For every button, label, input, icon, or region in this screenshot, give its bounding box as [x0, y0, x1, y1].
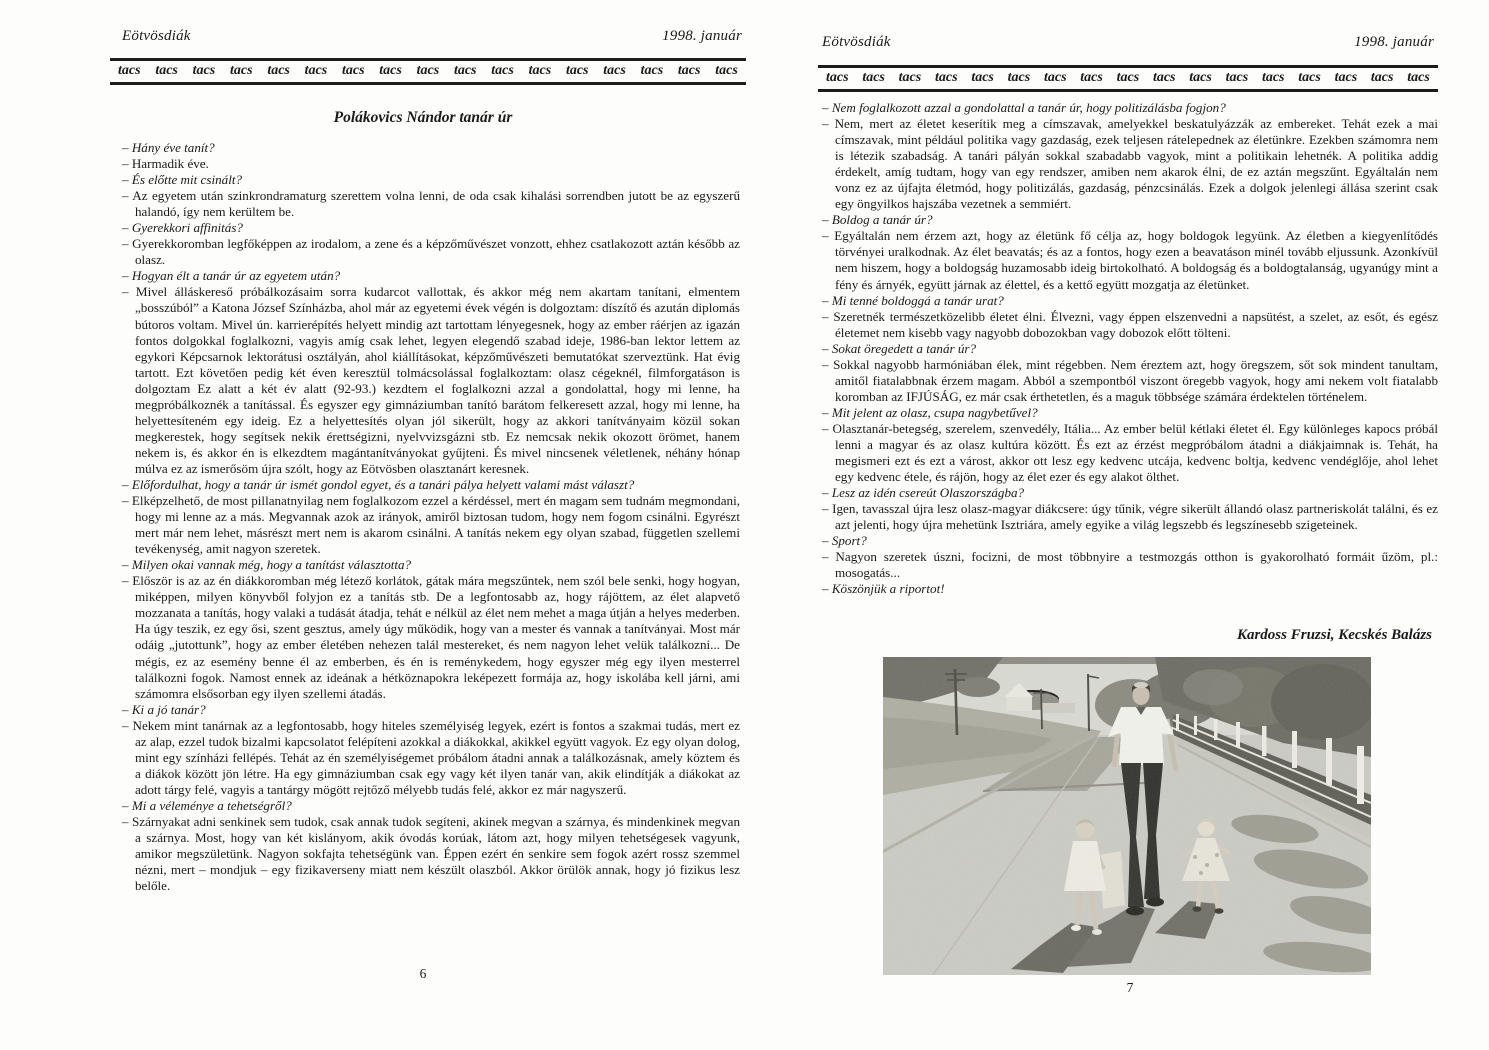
tacs-word: tacs [1007, 70, 1031, 85]
tacs-word: tacs [1043, 70, 1067, 85]
page-number: 6 [419, 966, 427, 981]
interview-question: – Boldog a tanár úr? [822, 212, 933, 228]
photo-man-with-children [883, 657, 1371, 975]
tacs-word: tacs [715, 63, 738, 78]
interview-question: – Milyen okai vannak még, hogy a tanítást választotta? [122, 557, 412, 573]
interview-answer: – Először is az az én diákkoromban még létező korlátok, gátak mára megszűntek, nem szól bele senki, hogy hogyan, miképpen, milyen könyvből folyjon ez a tanítás stb. De a legfontosabb az, hogy rájöttem, az élet alapvető mozzanata a tanítás, hogy valaki a tudását átadja, tehát e nélkül az élet nem mehet a maga útján a helyes mederben. Ha úgy teszik, ez egy ősi, szent gesztus, amely úgy működik, hogy van a mester és vannak a tanítványai. Most már odáig „jutottunk”, hogy az ember életében nehezen talál mestereket, és nem nagyon lehet velük találkozni... De mégis, ez az esemény benne él az emberben, és én is reménykedem, hogy egyszer még egy ilyen mesterrel találkozni fogok. Namost ennek az ideának a hétköznapokra leképezett formája az, hogy iskolába kell járni, ami számomra elsősorban egy ilyen szellemi átadás. [122, 573, 740, 701]
tacs-word: tacs [267, 63, 290, 78]
interview-question: – Mi tenné boldoggá a tanár urat? [822, 292, 1004, 308]
interview-answer: – Egyáltalán nem érzem azt, hogy az életünk fő célja az, hogy boldogok legyünk. Az életben a kiegyenlítődés törvényei uralkodnak. Az élet beavatás; és az a fontos, hogy ezen a beavatáson minél tovább eljussunk. Azonkívül nem hiszem, hogy a boldogság huzamosabb ideig birtokolható. A boldogság és a boldogtalanság, ugyanúgy mint a fény és árnyék, együtt járnak az élettel, és a kettő együtt mozgatja az életünket. [822, 228, 1438, 292]
interview-question: – Köszönjük a riportot! [822, 581, 945, 597]
tacs-word: tacs [1225, 70, 1249, 85]
issue-date: 1998. január [662, 28, 742, 44]
interview-question: – Gyerekkori affinitás? [122, 220, 243, 236]
interview-column-left [122, 140, 740, 894]
tacs-word: tacs [192, 63, 216, 78]
photo-grain [883, 657, 1371, 975]
tacs-word: tacs [229, 63, 253, 78]
interview-question: – Hogyan élt a tanár úr az egyetem után? [122, 268, 341, 284]
issue-date: 1998. január [1354, 34, 1434, 50]
interview-answer: – Nem, mert az életet keserítik meg a címszavak, amelyekkel beskatulyázzák az embereket. Tehát ezek a mai címszavak, mint például politika vagy gazdaság, ezek teljesen rátelepednek az életünkre. Ezekben számomra nem is létezik szabadság. A tanári pályán sokkal szabadabb vagyok, mint a politikain lehetnék. A politika addig érdekelt, amíg tudtam, hogy van egy rendszer, amiben nem akarok élni, de ez aztán megszűnt. Egyáltalán nem vonz ez az újfajta életmód, hogy politizálás, gazdaság, pénzcsinálás. Ezek a dolgok jelenlegi állása szerint csak egy öngyilkos hajszába vezetnek a semmiért. [822, 116, 1438, 212]
interview-answer: – Az egyetem után szinkrondramaturg szerettem volna lenni, de oda csak kihalási sorrendben jutott be az egyszerű halandó, így nem kerültem be. [122, 188, 740, 220]
tacs-word: tacs [453, 63, 477, 78]
interview-question: – Lesz az idén csereút Olaszországba? [822, 485, 1025, 501]
tacs-word: tacs [1189, 70, 1212, 85]
interview-answer: – Nagyon szeretek úszni, focizni, de most többnyire a testmozgás otthon is gyakorolható formáit űzöm, pl.: mosogatás... [822, 549, 1438, 581]
masthead [822, 34, 1434, 51]
byline: Kardoss Fruzsi, Kecskés Balázs [1236, 627, 1432, 643]
masthead [122, 28, 742, 45]
interview-question: – Ki a jó tanár? [122, 701, 206, 717]
tacs-word: tacs [1407, 70, 1430, 85]
interview-answer: – Olasztanár-betegség, szerelem, szenvedély, Itália... Az ember belül kétlaki életet él. Egy különleges kapocs próbál lenni a magyar és az olasz kultúra között. És ezt az érzést megpróbálom átadni a diákjaimnak is. Tehát, ha megismeri ezt és ezt a várost, akkor ott lesz egy kedvenc utcája, kedvenc boltja, kedvenc vendéglője, ahol lehet egy kedvenc étele, és rájön, hogy az élet ezer és egy alakot ölthet. [822, 420, 1438, 485]
tacs-band [818, 65, 1438, 92]
tacs-word: tacs [603, 63, 626, 78]
interview-answer: – Szárnyakat adni senkinek sem tudok, csak annak tudok segíteni, akinek megvan a szárnya, és mindenkinek megvan a szárnya. Most, hogy van két kislányom, akik óvodás korúak, látom azt, hogy milyen tehetségesek vagyunk, amikor megszületünk. Nagyon sokfajta tehetségünk van. Éppen ezért én senkire sem fogok azért rossz szemmel nézni, mert – mondjuk – egy fizikaverseny miatt nem készült olaszból. Akkor örülök annak, hogy jó fizikus lesz belőle. [122, 813, 740, 894]
tacs-word: tacs [379, 63, 402, 78]
interview-answer: – Gyerekkoromban legfőképpen az irodalom, a zene és a képzőművészet vonzott, ehhez csatlakozott aztán később az olasz. [122, 236, 740, 268]
interview-answer: – Mivel álláskereső próbálkozásaim sorra kudarcot vallottak, és akkor még nem akartam tanítani, elmentem „bosszúból” a Katona József Színházba, ahol már az egyetemi évek végén is dolgoztam: díszítő és azután diplomás bútoros voltam. Mivel ún. karrierépítés helyett mindig azt tartottam lényegesnek, hogy az ember ráérjen az igazán fontos dolgokkal foglalkozni, vagyis amíg csak lehet, legyen elegendő szabad ideje, 1986-ban lektor lettem az egykori Képcsarnok lektorátusi osztályán, ahol kiállításokat, képzőművészeti bemutatókat szerveztünk. Hat évig tartott. Ezt követően pedig két éven keresztül tolmácsolással foglalkoztam: olasz cégeknél, filmforgatáson is dolgoztam Ez alatt a két év alatt (92-93.) kezdtem el foglalkozni azzal a gondolattal, hogy mi lenne, ha megpróbálkoznék a tanítással. És egyszer egy gimnáziumban tanító barátom felkeresett azzal, hogy mi lenne, ha helyettesíteném egy ideig. Ez a helyettesítés olyan jól sikerült, hogy az akkori tanítványaim közül sokan megkerestek, hogy segítsek nekik érettségizni, nyelvvizsgázni stb. Ez nemcsak nekik okozott örömet, hanem nekem is, és akkor én is elkezdtem magántanítványokat gyűjteni. És mivel nincsenek véletlenek, néhány hónap múlva ez az ismerősöm újra szólt, hogy az Eötvösben olasztanárt keresnek. [122, 284, 740, 476]
tacs-word: tacs [1261, 70, 1285, 85]
tacs-word: tacs [898, 70, 922, 85]
photo-illustration [883, 657, 1371, 975]
tacs-word: tacs [155, 63, 178, 78]
interview-question: – Mit jelent az olasz, csupa nagybetűvel? [822, 404, 1038, 420]
interview-answer: – Sokkal nagyobb harmóniában élek, mint régebben. Nem éreztem azt, hogy öregszem, sőt sok mindent tanultam, amitől fiatalabbnak érzem magam. Abból a szempontból viszont öregebb vagyok, hogy ami nekem volt fiatalabb koromban az IFJÚSÁG, ez már csak érthetetlen, és a maguk többsége számára érdektelen történelem. [822, 356, 1438, 404]
tacs-word: tacs [826, 70, 849, 85]
tacs-word: tacs [1080, 70, 1103, 85]
magazine-title: Eötvösdiák [822, 34, 891, 50]
tacs-word: tacs [934, 70, 958, 85]
tacs-word: tacs [528, 63, 552, 78]
interview-question: – Mi a véleménye a tehetségről? [122, 797, 292, 813]
tacs-word: tacs [416, 63, 440, 78]
page-left [96, 0, 750, 1050]
tacs-word: tacs [304, 63, 328, 78]
tacs-word: tacs [491, 63, 514, 78]
page-right [806, 0, 1454, 1050]
tacs-word: tacs [565, 63, 589, 78]
tacs-word: tacs [341, 63, 365, 78]
tacs-word: tacs [677, 63, 701, 78]
interview-question: – Hány éve tanít? [122, 140, 215, 155]
tacs-word: tacs [640, 63, 664, 78]
tacs-word: tacs [118, 63, 141, 78]
interview-answer: – Harmadik éve. [122, 156, 209, 172]
tacs-word: tacs [1116, 70, 1140, 85]
interview-column-right [822, 100, 1438, 597]
interview-answer: – Igen, tavasszal újra lesz olasz-magyar diákcsere: úgy tűnik, végre sikerült állandó olasz partneriskolát találni, és ez azt jelenti, hogy újra mehetünk Isztriára, amely egyike a világ legszebb és legszínesebb szigeteinek. [822, 501, 1438, 533]
tacs-word: tacs [862, 70, 885, 85]
tacs-word: tacs [1370, 70, 1394, 85]
interview-answer: – Nekem mint tanárnak az a legfontosabb, hogy hiteles személyiség legyek, ezért is fontos a szakmai tudás, mert ez az alap, ezzel tudok bizalmi kapcsolatot felépíteni azokkal a diákokkal, akikkel együtt vagyok. Ez egy olyan dolog, mint egy színházi fellépés. Tehát az én személyiségemet próbálom átadni annak a találkozásnak, amely köztem és a diákok között jön létre. Ha egy gimnáziumban csak egy vagy két ilyen tanár van, akik elindítják a diákokat az adott tárgy felé, vagyis a tantárgy mögött rejtőző mélyebb tudás felé, akkor ez már nagyszerű. [122, 717, 740, 797]
article-title: Polákovics Nándor tanár úr [333, 109, 513, 127]
interview-answer: – Elképzelhető, de most pillanatnyilag nem foglalkozom ezzel a kérdéssel, mert én magam sem tudnám megmondani, hogy mi lenne az a más. Megvannak azok az irányok, amiről biztosan tudom, hogy nem fogom csinálni. Egyrészt mert már nem lehet, másrészt mert nem is akarom csinálni. A tanítás nekem egy olyan szabad, független szellemi tevékenység, amit nagyon szeretek. [122, 493, 740, 557]
tacs-word: tacs [1334, 70, 1358, 85]
tacs-word: tacs [971, 70, 994, 85]
magazine-title: Eötvösdiák [122, 28, 191, 44]
interview-answer: – Szeretnék természetközelibb életet élni. Élvezni, vagy éppen elszenvedni a napsütést, a szelet, az esőt, és egész életemet nem kisebb vagy nagyobb dobozokban vagy dobozok előtt tölteni. [822, 308, 1438, 340]
tacs-word: tacs [1152, 70, 1176, 85]
tacs-band [110, 58, 746, 85]
interview-question: – Előfordulhat, hogy a tanár úr ismét gondol egyet, és a tanári pálya helyett valami mást választ? [122, 476, 635, 492]
interview-question: – Sokat öregedett a tanár úr? [822, 340, 977, 356]
tacs-word: tacs [1298, 70, 1321, 85]
interview-question: – És előtte mit csinált? [122, 172, 243, 188]
interview-question: – Nem foglalkozott azzal a gondolattal a tanár úr, hogy politizálásba fogjon? [822, 100, 1226, 115]
page-number: 7 [1126, 980, 1134, 995]
interview-question: – Sport? [822, 533, 867, 549]
